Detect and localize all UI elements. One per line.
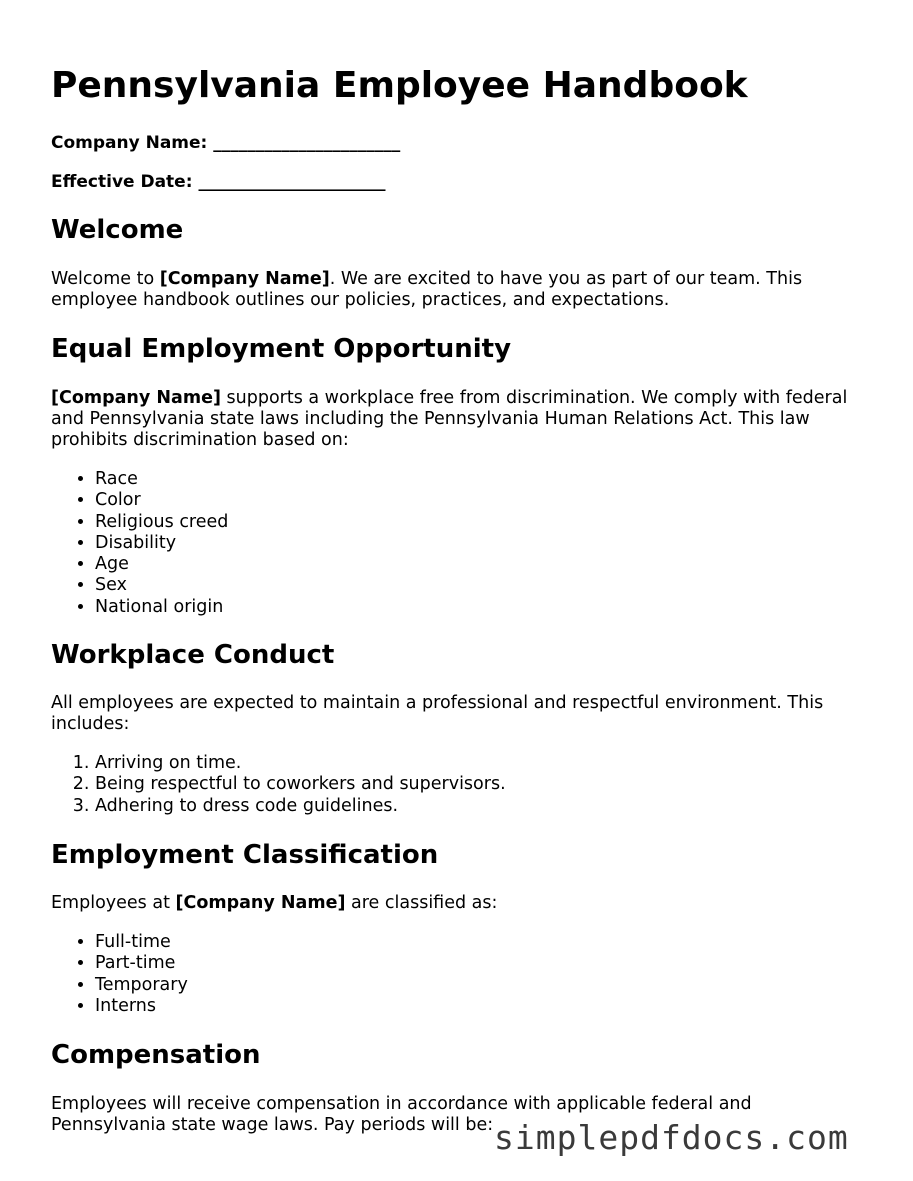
- effective-date-blank: ______________________: [198, 172, 386, 192]
- classification-text-before: Employees at: [51, 893, 176, 913]
- list-item: • National origin: [95, 597, 228, 618]
- welcome-text-after: . We are excited to have you as part of our team. This employee handbook outlines our policies, practices, and expectations.: [51, 269, 803, 310]
- conduct-list: [51, 753, 506, 817]
- eeo-text: supports a workplace free from discrimination. We comply with federal and Pennsylvania state laws including the Pennsylvania Human Relations Act. This law prohibits discrimination based on:: [51, 388, 848, 450]
- list-item: 2. Being respectful to coworkers and supervisors.: [95, 774, 506, 795]
- watermark: simplepdfdocs.com: [494, 1118, 849, 1157]
- eeo-heading: Equal Employment Opportunity: [51, 334, 512, 364]
- welcome-heading: Welcome: [51, 215, 184, 245]
- list-item: • Full-time: [95, 932, 188, 953]
- conduct-heading: Workplace Conduct: [51, 640, 335, 670]
- list-item: • Part-time: [95, 953, 188, 974]
- classification-text-after: are classified as:: [345, 893, 498, 913]
- effective-date-label: Effective Date:: [51, 172, 193, 192]
- list-item: • Temporary: [95, 975, 188, 996]
- classification-heading: Employment Classification: [51, 840, 439, 870]
- effective-date-field: [51, 171, 385, 193]
- list-item: • Interns: [95, 996, 188, 1017]
- company-name-placeholder: [Company Name]: [159, 269, 330, 289]
- list-item: 1. Arriving on time.: [95, 753, 506, 774]
- list-item: • Age: [95, 554, 228, 575]
- company-name-blank: ______________________: [213, 133, 401, 153]
- list-item: 3. Adhering to dress code guidelines.: [95, 796, 506, 817]
- welcome-paragraph: [51, 269, 871, 311]
- compensation-paragraph: Employees will receive compensation in accordance with applicable federal and Pennsylvania state wage laws. Pay periods will be:: [51, 1094, 752, 1135]
- classification-paragraph: [51, 893, 871, 914]
- list-item: • Disability: [95, 533, 228, 554]
- company-name-label: Company Name:: [51, 133, 208, 153]
- page-title: Pennsylvania Employee Handbook: [51, 65, 748, 106]
- list-item: • Color: [95, 490, 228, 511]
- conduct-paragraph: All employees are expected to maintain a professional and respectful environment. This includes:: [51, 693, 824, 734]
- list-item: • Religious creed: [95, 512, 228, 533]
- compensation-heading: Compensation: [51, 1040, 261, 1070]
- welcome-text-before: Welcome to: [51, 269, 160, 289]
- list-item: • Race: [95, 469, 228, 490]
- company-name-placeholder: [Company Name]: [51, 388, 221, 408]
- list-item: • Sex: [95, 575, 228, 596]
- eeo-protected-classes-list: [51, 469, 228, 618]
- classification-list: [51, 932, 188, 1017]
- company-name-placeholder: [Company Name]: [175, 893, 346, 913]
- company-name-field: [51, 132, 400, 154]
- eeo-paragraph: [51, 388, 871, 451]
